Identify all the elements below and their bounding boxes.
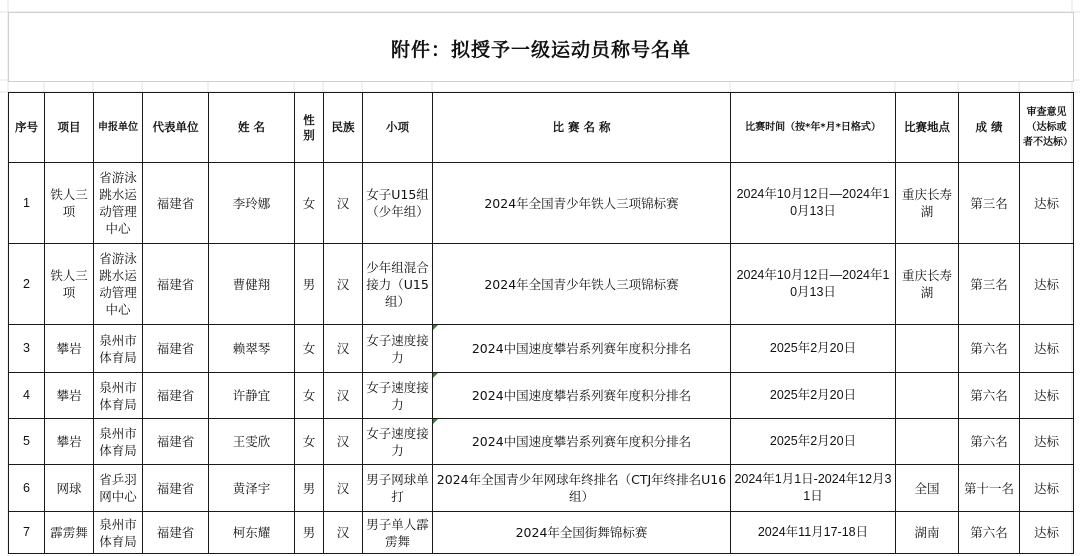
cell-ethnic[interactable]: 汉 — [324, 373, 363, 419]
cell-unit[interactable]: 泉州市体育局 — [94, 373, 143, 419]
cell-event[interactable]: 少年组混合接力（U15组） — [363, 244, 433, 325]
cell-ethnic[interactable]: 汉 — [324, 163, 363, 244]
cell-event[interactable]: 女子速度接力 — [363, 419, 433, 465]
cell-time[interactable]: 2024年1月1日-2024年12月31日 — [731, 465, 896, 512]
cell-seq[interactable]: 6 — [9, 465, 45, 512]
cell-comp[interactable]: 2024中国速度攀岩系列赛年度积分排名 — [433, 419, 731, 465]
cell-ethnic[interactable]: 汉 — [324, 244, 363, 325]
cell-place[interactable] — [896, 419, 959, 465]
cell-gender[interactable]: 女 — [295, 325, 324, 373]
cell-result[interactable]: 第三名 — [959, 163, 1020, 244]
header-gender[interactable]: 性别 — [295, 93, 324, 163]
cell-gender[interactable]: 男 — [295, 465, 324, 512]
cell-sport[interactable]: 霹雳舞 — [45, 512, 94, 554]
header-name[interactable]: 姓 名 — [209, 93, 295, 163]
cell-review[interactable]: 达标 — [1020, 373, 1074, 419]
cell-time[interactable]: 2024年10月12日—2024年10月13日 — [731, 163, 896, 244]
cell-result[interactable]: 第六名 — [959, 419, 1020, 465]
header-place[interactable]: 比赛地点 — [896, 93, 959, 163]
cell-sport[interactable]: 攀岩 — [45, 419, 94, 465]
cell-name[interactable]: 许静宜 — [209, 373, 295, 419]
cell-review[interactable]: 达标 — [1020, 244, 1074, 325]
cell-ethnic[interactable]: 汉 — [324, 419, 363, 465]
cell-place[interactable]: 湖南 — [896, 512, 959, 554]
table-row — [9, 373, 1074, 419]
cell-rep[interactable]: 福建省 — [143, 163, 209, 244]
cell-sport[interactable]: 铁人三项 — [45, 244, 94, 325]
cell-review[interactable]: 达标 — [1020, 419, 1074, 465]
cell-comp[interactable]: 2024年全国街舞锦标赛 — [433, 512, 731, 554]
header-sport[interactable]: 项目 — [45, 93, 94, 163]
cell-comp[interactable]: 2024中国速度攀岩系列赛年度积分排名 — [433, 325, 731, 373]
cell-event[interactable]: 女子速度接力 — [363, 373, 433, 419]
cell-ethnic[interactable]: 汉 — [324, 325, 363, 373]
cell-sport[interactable]: 攀岩 — [45, 325, 94, 373]
title-cell[interactable] — [8, 12, 1074, 82]
cell-rep[interactable]: 福建省 — [143, 465, 209, 512]
header-time[interactable]: 比赛时间（按*年*月*日格式） — [731, 93, 896, 163]
cell-seq[interactable]: 3 — [9, 325, 45, 373]
cell-review[interactable]: 达标 — [1020, 465, 1074, 512]
cell-rep[interactable]: 福建省 — [143, 419, 209, 465]
cell-place[interactable] — [896, 373, 959, 419]
cell-seq[interactable]: 4 — [9, 373, 45, 419]
cell-gender[interactable]: 男 — [295, 244, 324, 325]
cell-place[interactable] — [896, 325, 959, 373]
table-row — [9, 465, 1074, 512]
cell-seq[interactable]: 5 — [9, 419, 45, 465]
cell-comp[interactable]: 2024年全国青少年铁人三项锦标赛 — [433, 244, 731, 325]
cell-ethnic[interactable]: 汉 — [324, 512, 363, 554]
cell-result[interactable]: 第十一名 — [959, 465, 1020, 512]
cell-time[interactable]: 2025年2月20日 — [731, 373, 896, 419]
cell-time[interactable]: 2025年2月20日 — [731, 419, 896, 465]
cell-place[interactable]: 重庆长寿湖 — [896, 244, 959, 325]
table-row — [9, 244, 1074, 325]
cell-result[interactable]: 第六名 — [959, 512, 1020, 554]
cell-seq[interactable]: 1 — [9, 163, 45, 244]
cell-result[interactable]: 第六名 — [959, 325, 1020, 373]
cell-time[interactable]: 2024年11月17-18日 — [731, 512, 896, 554]
cell-rep[interactable]: 福建省 — [143, 373, 209, 419]
cell-unit[interactable]: 泉州市体育局 — [94, 325, 143, 373]
cell-gender[interactable]: 男 — [295, 512, 324, 554]
cell-comp[interactable]: 2024年全国青少年网球年终排名（CTJ年终排名U16组） — [433, 465, 731, 512]
header-ethnic[interactable]: 民族 — [324, 93, 363, 163]
cell-unit[interactable]: 省乒羽网中心 — [94, 465, 143, 512]
header-result[interactable]: 成 绩 — [959, 93, 1020, 163]
cell-name[interactable]: 黄泽宇 — [209, 465, 295, 512]
cell-unit[interactable]: 省游泳跳水运动管理中心 — [94, 163, 143, 244]
header-row — [9, 93, 1074, 163]
cell-ethnic[interactable]: 汉 — [324, 465, 363, 512]
header-event[interactable]: 小项 — [363, 93, 433, 163]
table-row — [9, 325, 1074, 373]
cell-unit[interactable]: 泉州市体育局 — [94, 419, 143, 465]
cell-rep[interactable]: 福建省 — [143, 244, 209, 325]
header-review[interactable]: 审查意见（达标或者不达标） — [1020, 93, 1074, 163]
cell-result[interactable]: 第六名 — [959, 373, 1020, 419]
cell-gender[interactable]: 女 — [295, 163, 324, 244]
cell-result[interactable]: 第三名 — [959, 244, 1020, 325]
cell-place[interactable]: 重庆长寿湖 — [896, 163, 959, 244]
cell-event[interactable]: 男子单人霹雳舞 — [363, 512, 433, 554]
cell-review[interactable]: 达标 — [1020, 325, 1074, 373]
cell-review[interactable]: 达标 — [1020, 163, 1074, 244]
cell-seq[interactable]: 2 — [9, 244, 45, 325]
cell-name[interactable]: 曹健翔 — [209, 244, 295, 325]
athlete-table — [8, 92, 1074, 554]
cell-time[interactable]: 2025年2月20日 — [731, 325, 896, 373]
cell-rep[interactable]: 福建省 — [143, 325, 209, 373]
cell-place[interactable]: 全国 — [896, 465, 959, 512]
cell-name[interactable]: 赖翠琴 — [209, 325, 295, 373]
table-row — [9, 512, 1074, 554]
cell-event[interactable]: 男子网球单打 — [363, 465, 433, 512]
header-comp[interactable]: 比 赛 名 称 — [433, 93, 731, 163]
cell-comp[interactable]: 2024年全国青少年铁人三项锦标赛 — [433, 163, 731, 244]
cell-sport[interactable]: 铁人三项 — [45, 163, 94, 244]
cell-name[interactable]: 王雯欣 — [209, 419, 295, 465]
cell-gender[interactable]: 女 — [295, 419, 324, 465]
cell-seq[interactable]: 7 — [9, 512, 45, 554]
document-title: 附件：拟授予一级运动员称号名单 — [390, 39, 691, 61]
cell-comp[interactable]: 2024中国速度攀岩系列赛年度积分排名 — [433, 373, 731, 419]
cell-rep[interactable]: 福建省 — [143, 512, 209, 554]
cell-unit[interactable]: 泉州市体育局 — [94, 512, 143, 554]
cell-time[interactable]: 2024年10月12日—2024年10月13日 — [731, 244, 896, 325]
cell-gender[interactable]: 女 — [295, 373, 324, 419]
cell-name[interactable]: 柯东耀 — [209, 512, 295, 554]
table-row — [9, 163, 1074, 244]
cell-sport[interactable]: 攀岩 — [45, 373, 94, 419]
cell-event[interactable]: 女子U15组（少年组） — [363, 163, 433, 244]
header-rep[interactable]: 代表单位 — [143, 93, 209, 163]
cell-unit[interactable]: 省游泳跳水运动管理中心 — [94, 244, 143, 325]
header-unit[interactable]: 申报单位 — [94, 93, 143, 163]
header-seq[interactable]: 序号 — [9, 93, 45, 163]
cell-event[interactable]: 女子速度接力 — [363, 325, 433, 373]
cell-review[interactable]: 达标 — [1020, 512, 1074, 554]
cell-name[interactable]: 李玲娜 — [209, 163, 295, 244]
table-row — [9, 419, 1074, 465]
cell-sport[interactable]: 网球 — [45, 465, 94, 512]
